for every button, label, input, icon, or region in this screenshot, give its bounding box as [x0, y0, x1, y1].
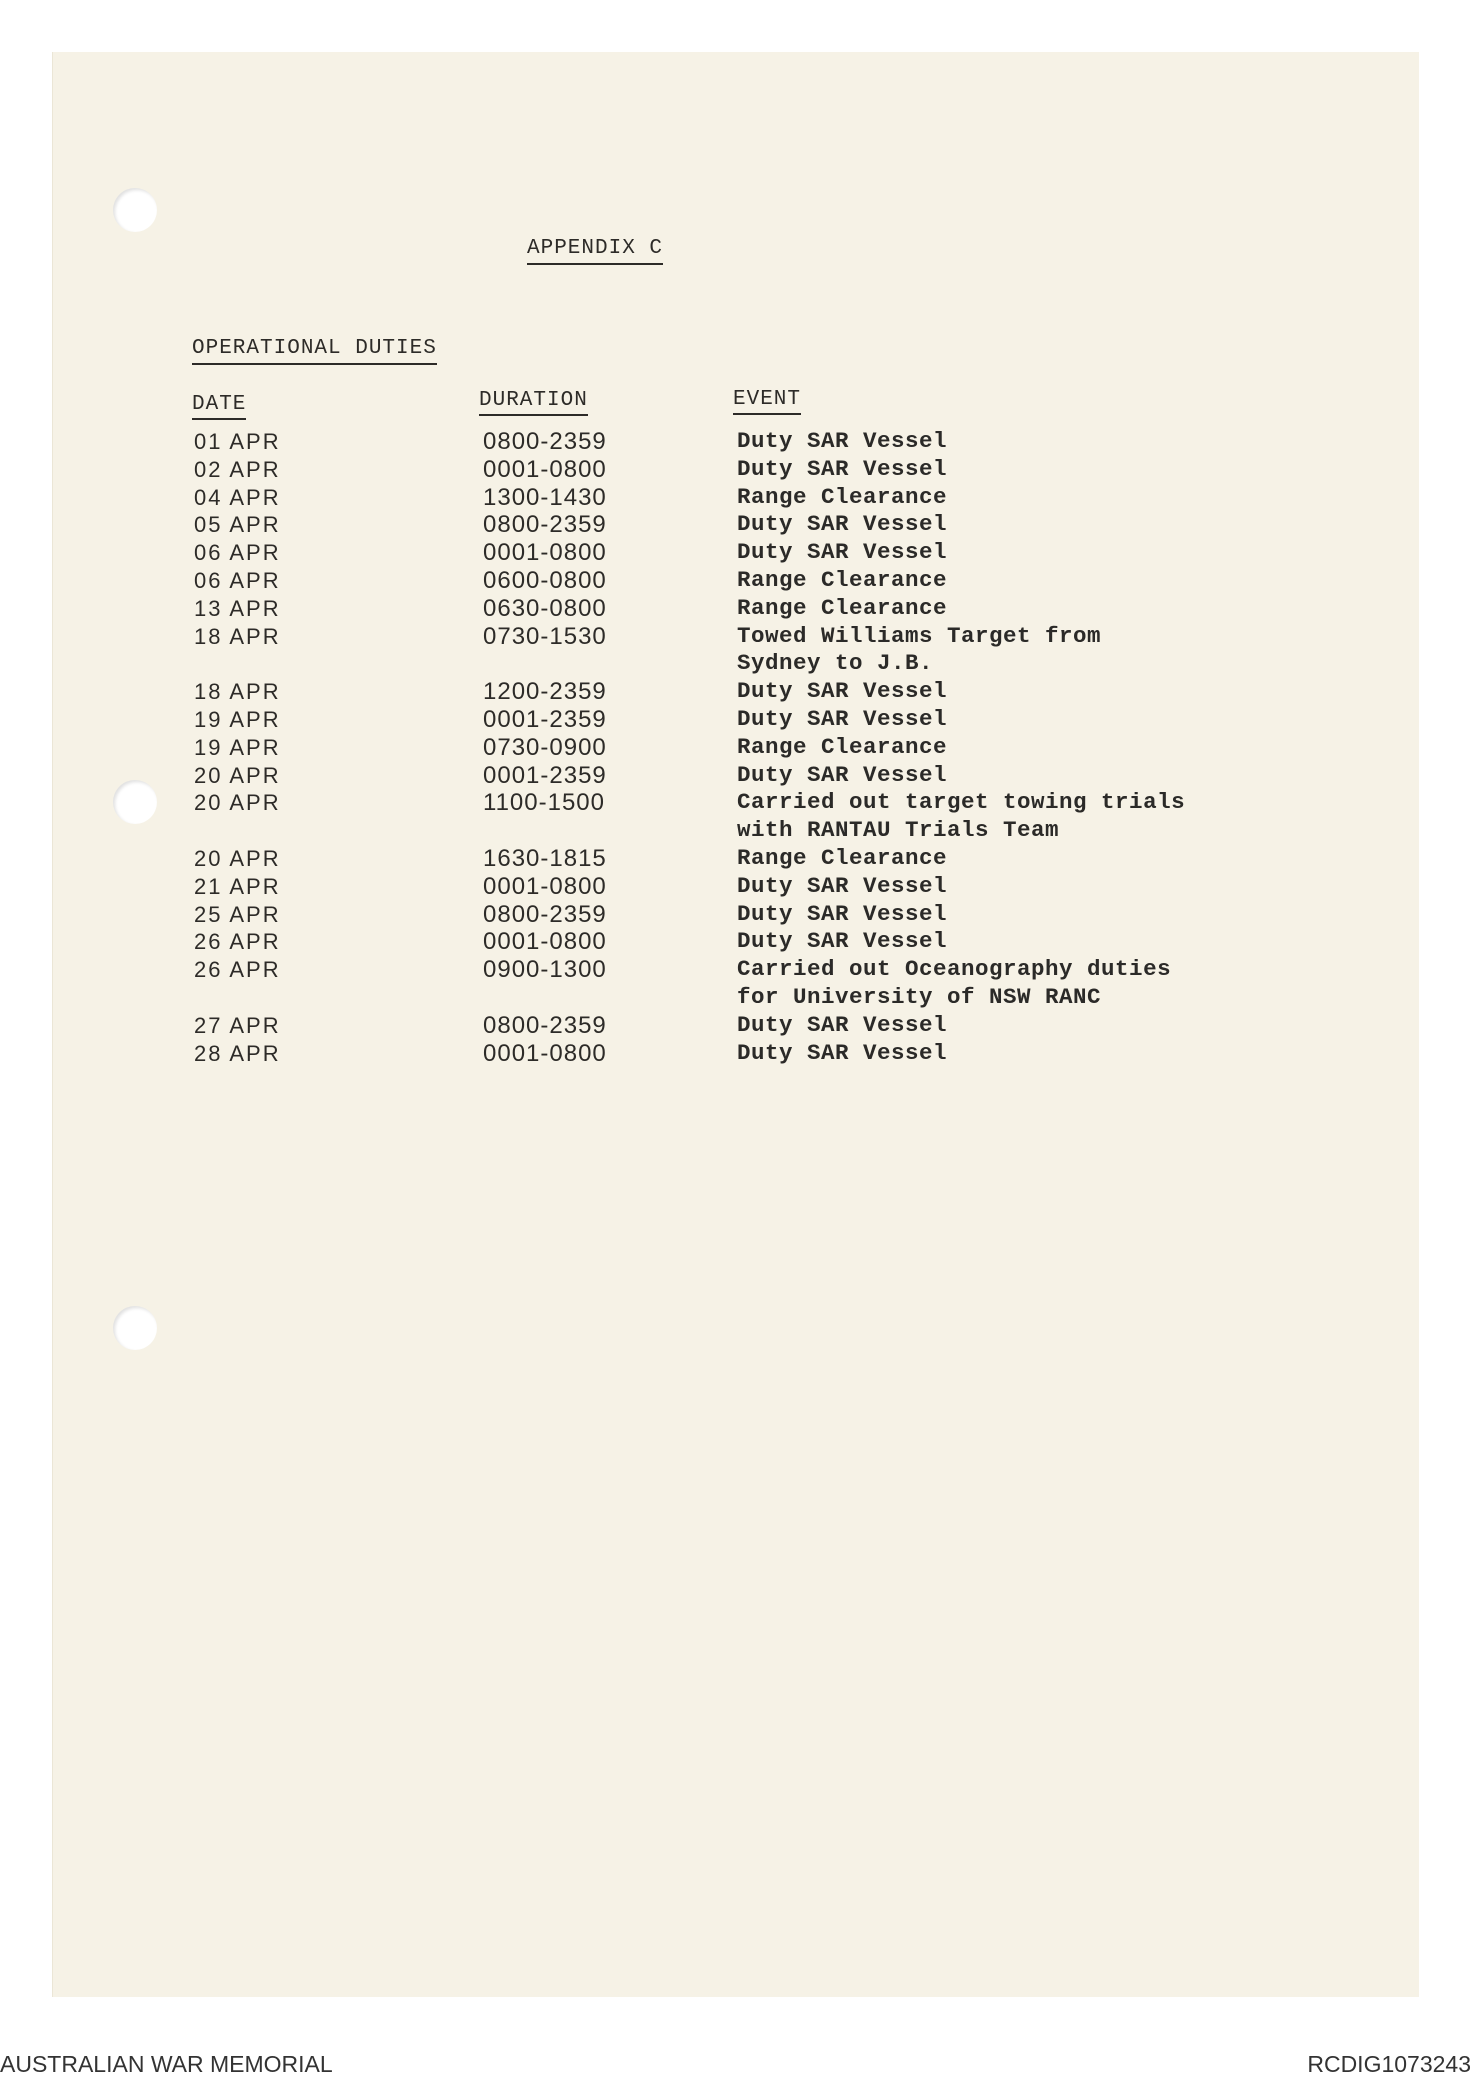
- row-date: 18 APR: [194, 623, 281, 649]
- row-duration: 0001-0800: [483, 539, 607, 567]
- row-event: Duty SAR Vessel: [737, 428, 948, 454]
- row-event: Range Clearance: [737, 566, 948, 593]
- table-row: [0, 1040, 1477, 1068]
- table-row: [0, 762, 1477, 790]
- row-date: 27 APR: [194, 1012, 281, 1038]
- row-duration: 1300-1430: [483, 483, 607, 511]
- row-date: 18 APR: [194, 679, 281, 705]
- row-event: Duty SAR Vessel: [737, 1011, 948, 1038]
- row-duration: 0800-2359: [483, 511, 607, 539]
- row-date: 06 APR: [194, 567, 281, 593]
- table-row: [0, 1012, 1477, 1040]
- row-event: Duty SAR Vessel: [737, 761, 948, 788]
- row-date: 19 APR: [194, 706, 281, 732]
- column-header-date: DATE: [192, 392, 246, 420]
- table-row: [0, 873, 1477, 901]
- footer-archive-name: AUSTRALIAN WAR MEMORIAL: [0, 2051, 333, 2077]
- row-date: 06 APR: [194, 540, 281, 566]
- row-event: Duty SAR Vessel: [737, 900, 948, 927]
- row-duration: 0630-0800: [483, 594, 607, 622]
- row-duration: 0001-2359: [483, 705, 607, 733]
- row-event: Duty SAR Vessel: [737, 1039, 948, 1066]
- row-date: 26 APR: [194, 929, 281, 955]
- table-row: [0, 456, 1477, 484]
- appendix-title: APPENDIX C: [527, 236, 663, 265]
- row-event: Carried out target towing trials with RANTAU Trials Team: [737, 789, 1186, 844]
- row-date: 20 APR: [194, 845, 281, 871]
- row-duration: 0730-0900: [483, 733, 607, 761]
- row-duration: 0001-0800: [483, 455, 607, 483]
- row-duration: 0800-2359: [483, 1011, 607, 1039]
- row-event: Duty SAR Vessel: [737, 705, 948, 732]
- row-date: 20 APR: [194, 762, 281, 788]
- column-header-duration: DURATION: [479, 388, 588, 416]
- row-date: 01 APR: [194, 429, 281, 454]
- row-duration: 0900-1300: [483, 956, 607, 984]
- section-title: OPERATIONAL DUTIES: [192, 336, 437, 365]
- table-row: [0, 706, 1477, 734]
- table-row: [0, 567, 1477, 595]
- row-duration: 0001-2359: [483, 761, 607, 789]
- row-event: Duty SAR Vessel: [737, 872, 948, 899]
- row-event: Range Clearance: [737, 733, 948, 760]
- row-duration: 0001-0800: [483, 872, 607, 900]
- row-date: 04 APR: [194, 484, 281, 510]
- punch-hole-bottom: [113, 1306, 157, 1350]
- table-row: [0, 678, 1477, 706]
- row-event: Duty SAR Vessel: [737, 455, 948, 482]
- table-row: [0, 511, 1477, 539]
- table-row: [0, 539, 1477, 567]
- row-duration: 1100-1500: [483, 789, 605, 817]
- row-event: Range Clearance: [737, 483, 948, 510]
- table-row: [0, 928, 1477, 956]
- column-header-event: EVENT: [733, 387, 801, 415]
- table-row: [0, 956, 1477, 1012]
- row-duration: 0730-1530: [483, 622, 607, 650]
- row-duration: 0800-2359: [483, 428, 607, 455]
- row-event: Duty SAR Vessel: [737, 928, 948, 955]
- table-row: [0, 845, 1477, 873]
- row-duration: 0800-2359: [483, 900, 607, 928]
- row-date: 21 APR: [194, 873, 281, 899]
- row-date: 25 APR: [194, 901, 281, 927]
- row-date: 26 APR: [194, 957, 281, 983]
- row-date: 20 APR: [194, 790, 281, 816]
- row-date: 02 APR: [194, 456, 281, 482]
- row-duration: 1200-2359: [483, 678, 607, 706]
- table-row: [0, 789, 1477, 845]
- row-duration: 0600-0800: [483, 566, 607, 594]
- row-event: Duty SAR Vessel: [737, 511, 948, 538]
- row-event: Range Clearance: [737, 844, 948, 871]
- table-row: [0, 484, 1477, 512]
- duties-table: [0, 428, 1477, 1067]
- table-row: [0, 901, 1477, 929]
- row-duration: 0001-0800: [483, 928, 607, 956]
- row-duration: 0001-0800: [483, 1039, 607, 1067]
- footer-record-id: RCDIG1073243: [1307, 2051, 1471, 2077]
- row-duration: 1630-1815: [483, 844, 607, 872]
- row-date: 28 APR: [194, 1040, 281, 1066]
- row-event: Towed Williams Target from Sydney to J.B.: [737, 622, 1102, 677]
- row-date: 05 APR: [194, 512, 281, 538]
- table-row: [0, 428, 1477, 456]
- table-row: [0, 595, 1477, 623]
- row-event: Duty SAR Vessel: [737, 678, 948, 705]
- row-event: Carried out Oceanography duties for University of NSW RANC: [737, 956, 1172, 1010]
- punch-hole-top: [113, 188, 157, 232]
- row-event: Range Clearance: [737, 594, 948, 621]
- row-date: 13 APR: [194, 595, 281, 621]
- row-date: 19 APR: [194, 734, 281, 760]
- row-event: Duty SAR Vessel: [737, 539, 948, 566]
- table-row: [0, 623, 1477, 679]
- table-row: [0, 734, 1477, 762]
